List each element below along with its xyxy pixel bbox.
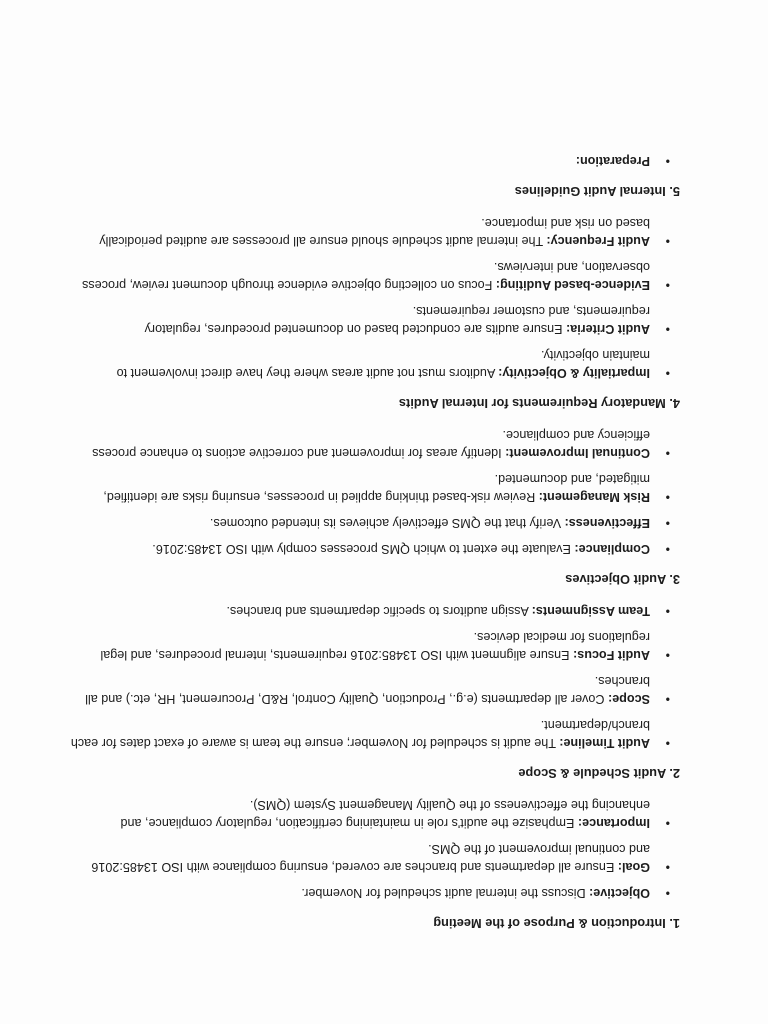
section-introduction — [70, 796, 680, 932]
bullet-list — [70, 426, 680, 558]
list-item: • Audit Frequency: The internal audit schedule should ensure all processes are audited periodically based on risk and importance. — [99, 216, 670, 248]
section-audit-objectives — [70, 426, 680, 588]
list-item: • Audit Focus: Ensure alignment with ISO 13485:2016 requirements, internal procedures, and legal regulations for medical devices. — [100, 630, 670, 662]
list-item: • Goal: Ensure all departments and branches are covered, ensuring compliance with ISO 13485:2016 and continual improvement of the QMS. — [91, 842, 670, 874]
bullet-icon: • — [665, 604, 670, 618]
list-item: • Scope: Cover all departments (e.g., Production, Quality Control, R&D, Procurement, HR, etc.) and all branches. — [85, 674, 670, 706]
bullet-icon: • — [665, 490, 670, 504]
bullet-icon: • — [665, 648, 670, 662]
section-heading: 2. Audit Schedule & Scope — [518, 766, 680, 781]
bullet-icon: • — [665, 366, 670, 380]
bullet-list — [70, 796, 680, 902]
list-item: • Effectiveness: Verify that the QMS effectively achieves its intended outcomes. — [209, 516, 670, 530]
bullet-icon: • — [665, 692, 670, 706]
list-item: • Audit Timeline: The audit is scheduled for November; ensure the team is aware of exact dates for each branch/department. — [70, 718, 670, 750]
section-heading: 1. Introduction & Purpose of the Meeting — [433, 916, 680, 931]
list-item: • Importance: Emphasize the audit's role in maintaining certification, regulatory compliance, and enhancing the effectiveness of the Quality Management System (QMS). — [120, 798, 670, 830]
bullet-icon: • — [665, 446, 670, 460]
bullet-icon: • — [665, 736, 670, 750]
bullet-icon: • — [665, 542, 670, 556]
bullet-icon: • — [665, 860, 670, 874]
list-item: • Continual Improvement: Identify areas for improvement and corrective actions to enhance process efficiency and compliance. — [92, 428, 670, 460]
list-item: • Audit Criteria: Ensure audits are conducted based on documented procedures, regulatory requirements, and customer requirements. — [144, 304, 670, 336]
section-heading: 5. Internal Audit Guidelines — [514, 184, 680, 199]
bullet-icon: • — [665, 234, 670, 248]
bullet-icon: • — [665, 516, 670, 530]
list-item: • Compliance: Evaluate the extent to which QMS processes comply with ISO 13485:2016. — [152, 542, 670, 556]
list-item: • Risk Management: Review risk-based thinking applied in processes, ensuring risks are identified, mitigated, and documented. — [103, 472, 670, 504]
bullet-list — [70, 214, 680, 382]
section-heading: 4. Mandatory Requirements for Internal Audits — [398, 396, 680, 411]
list-item: • Objective: Discuss the internal audit scheduled for November. — [301, 886, 670, 900]
list-item: • Preparation: — [575, 154, 670, 168]
list-item: • Team Assignments: Assign auditors to specific departments and branches. — [226, 604, 670, 618]
meeting-notes — [70, 144, 680, 932]
bullet-icon: • — [665, 154, 670, 168]
bullet-icon: • — [665, 278, 670, 292]
section-audit-schedule — [70, 602, 680, 782]
section-mandatory-requirements — [70, 214, 680, 412]
list-item: • Impartiality & Objectivity: Auditors must not audit areas where they have direct involvement to maintain objectivity. — [116, 348, 670, 380]
list-item: • Evidence-based Auditing: Focus on collecting objective evidence through document review, process observation, and interviews. — [82, 260, 670, 292]
bullet-icon: • — [665, 816, 670, 830]
section-heading: 3. Audit Objectives — [565, 572, 680, 587]
section-audit-guidelines — [70, 152, 680, 200]
bullet-list — [70, 602, 680, 752]
bullet-icon: • — [665, 886, 670, 900]
bullet-icon: • — [665, 322, 670, 336]
bullet-list — [70, 152, 680, 170]
